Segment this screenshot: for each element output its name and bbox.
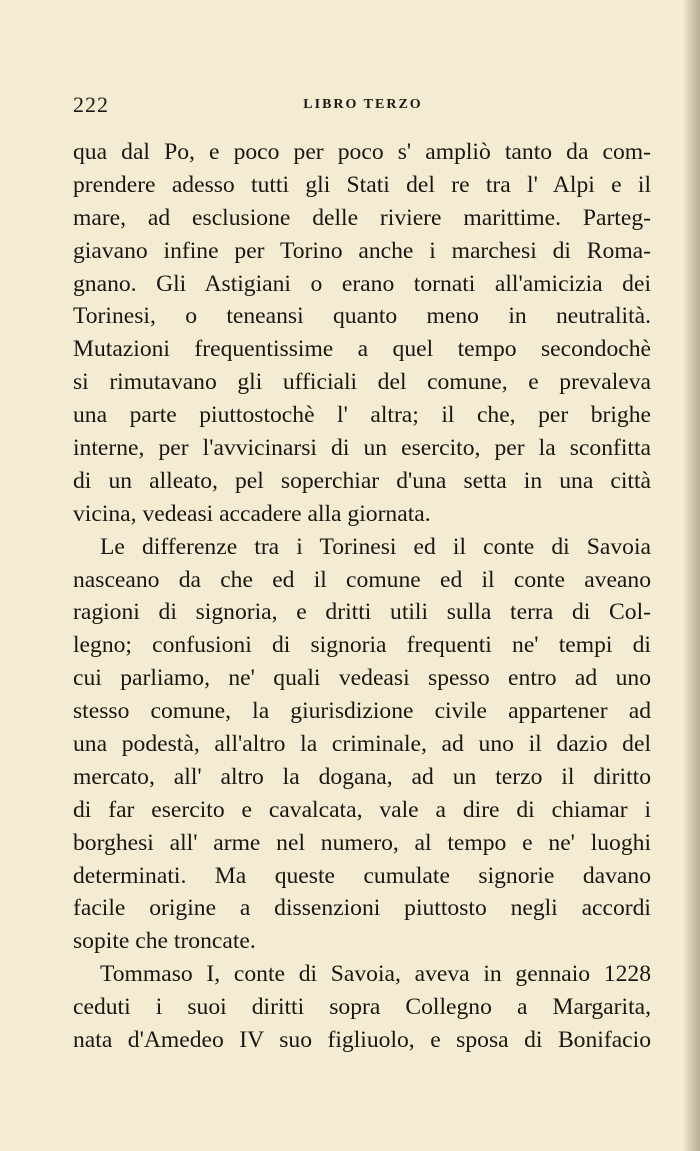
text-line: mercato, all' altro la dogana, ad un terzo il diritto bbox=[73, 763, 651, 790]
text-line: qua dal Po, e poco per poco s' ampliò tanto da com- bbox=[73, 139, 651, 165]
text-line: di far esercito e cavalcata, vale a dire di chiamar i bbox=[73, 796, 651, 823]
text-line: vicina, vedeasi accadere alla giornata. bbox=[73, 500, 431, 527]
text-line: nasceano da che ed il comune ed il conte aveano bbox=[73, 566, 651, 593]
text-line: Torinesi, o teneansi quanto meno in neutralità. bbox=[73, 303, 651, 330]
text-line: Mutazioni frequentissime a quel tempo secondochè bbox=[73, 336, 651, 363]
text-line: interne, per l'avvicinarsi di un esercito, per la sconfitta bbox=[73, 435, 651, 462]
text-line: si rimutavano gli ufficiali del comune, e prevaleva bbox=[73, 369, 651, 396]
text-line: prendere adesso tutti gli Stati del re tra l' Alpi e il bbox=[73, 171, 651, 198]
running-head: LIBRO TERZO bbox=[303, 97, 423, 112]
text-line: Le differenze tra i Torinesi ed il conte di Savoia bbox=[100, 533, 651, 560]
page-edge-shadow bbox=[684, 0, 700, 1151]
body-text bbox=[73, 136, 651, 1057]
text-line: ceduti i suoi diritti sopra Collegno a Margarita, bbox=[73, 994, 651, 1021]
page-header bbox=[73, 92, 653, 118]
text-line: sopite che troncate. bbox=[73, 928, 256, 955]
text-line: ragioni di signoria, e dritti utili sulla terra di Col- bbox=[73, 599, 651, 626]
text-line: una podestà, all'altro la criminale, ad uno il dazio del bbox=[73, 731, 651, 758]
text-line: una parte piuttostochè l' altra; il che, per brighe bbox=[73, 402, 651, 429]
text-line: giavano infine per Torino anche i marchesi di Roma- bbox=[73, 237, 651, 264]
text-line: mare, ad esclusione delle riviere marittime. Parteg- bbox=[73, 204, 651, 231]
text-line: facile origine a dissenzioni piuttosto negli accordi bbox=[73, 895, 651, 922]
text-line: Tommaso I, conte di Savoia, aveva in gennaio 1228 bbox=[100, 961, 651, 988]
text-line: stesso comune, la giurisdizione civile appartener ad bbox=[73, 698, 651, 725]
text-line: legno; confusioni di signoria frequenti ne' tempi di bbox=[73, 632, 651, 659]
text-line: cui parliamo, ne' quali vedeasi spesso entro ad uno bbox=[73, 665, 651, 692]
text-line: gnano. Gli Astigiani o erano tornati all'amicizia dei bbox=[73, 270, 651, 297]
text-line: di un alleato, pel soperchiar d'una setta in una città bbox=[73, 467, 651, 494]
text-line: nata d'Amedeo IV suo figliuolo, e sposa di Bonifacio bbox=[73, 1027, 651, 1054]
page-number: 222 bbox=[73, 92, 109, 117]
text-line: borghesi all' arme nel numero, al tempo e ne' luoghi bbox=[73, 829, 651, 856]
text-line: determinati. Ma queste cumulate signorie davano bbox=[73, 862, 651, 889]
